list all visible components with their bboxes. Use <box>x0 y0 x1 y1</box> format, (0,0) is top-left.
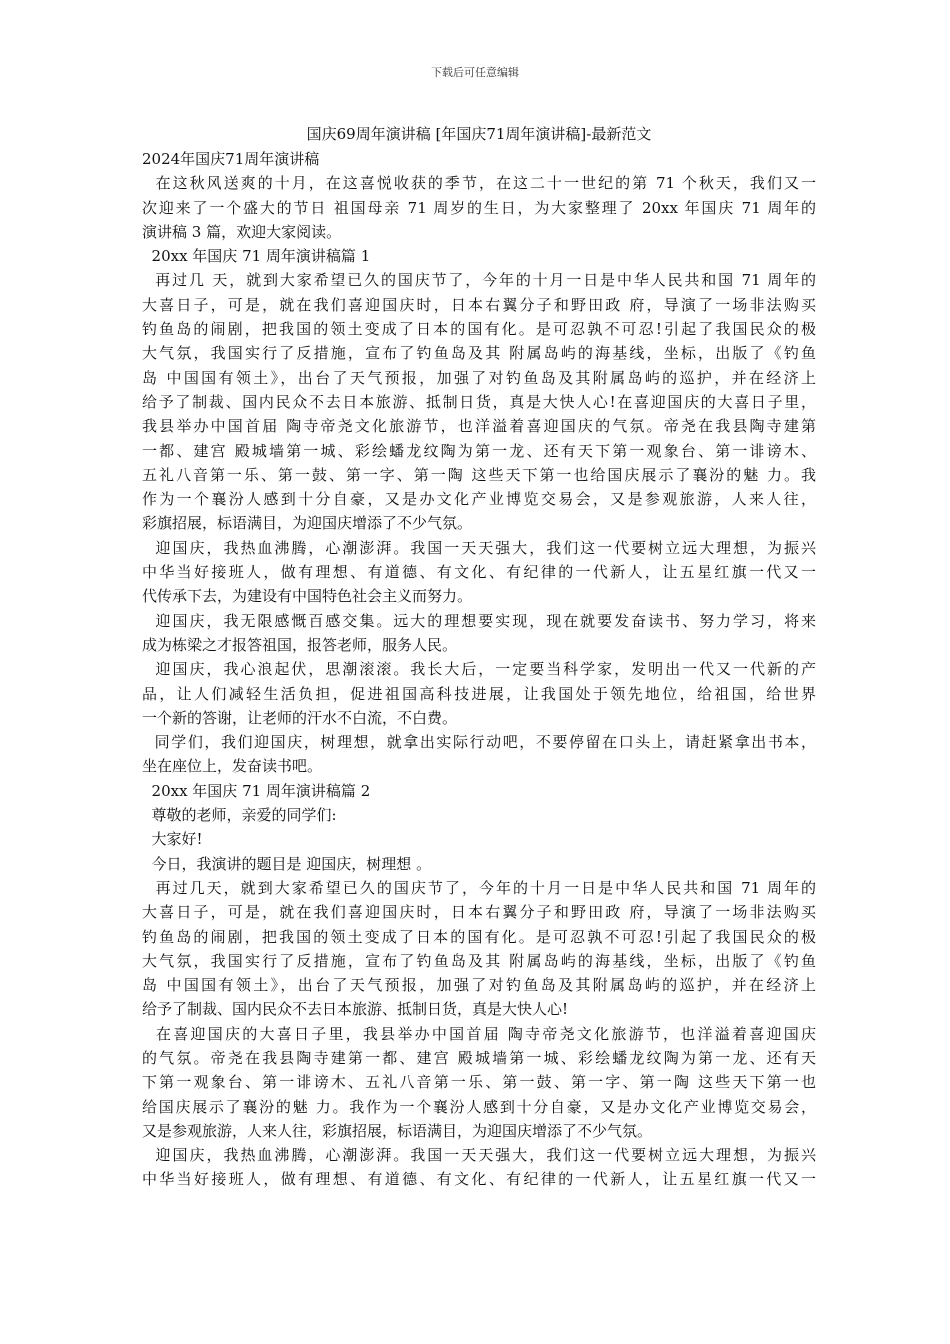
document-body <box>142 122 816 1192</box>
text-line: 的气氛。帝尧在我县陶寺建第一都、建宫 殿城墙第一城、彩绘蟠龙纹陶为第一龙、还有天 <box>142 1048 816 1067</box>
text-line: 迎国庆，我无限感慨百感交集。远大的理想要实现，现在就要发奋读书、努力学习，将来 <box>142 611 816 630</box>
text-line: 成为栋梁之才报答祖国，报答老师，服务人民。 <box>142 635 458 654</box>
text-line: 代传承下去，为建设有中国特色社会主义而努力。 <box>142 587 473 606</box>
text-line: 次迎来了一个盛大的节日 祖国母亲 71 周岁的生日，为大家整理了 20xx 年国庆 71 周年的 <box>142 198 816 217</box>
text-line: 又是参观旅游，人来人往，彩旗招展，标语满目，为迎国庆增添了不少气氛。 <box>142 1121 653 1140</box>
text-line: 作为一个襄汾人感到十分自豪，又是办文化产业博览交易会，又是参观旅游，人来人往， <box>142 490 816 509</box>
text-line: 20xx 年国庆 71 周年演讲稿篇 2 <box>142 781 371 800</box>
text-line: 给予了制裁、国内民众不去日本旅游、抵制日货，真是大快人心! <box>142 1000 569 1019</box>
text-line: 迎国庆，我热血沸腾，心潮澎湃。我国一天天强大，我们这一代要树立远大理想，为振兴 <box>142 538 816 557</box>
text-line: 岛 中国国有领土》，出台了天气预报，加强了对钓鱼岛及其附属岛屿的巡护，并在经济上 <box>142 368 816 387</box>
text-line: 今日，我演讲的题目是 迎国庆，树理想 。 <box>142 854 432 873</box>
text-line: 大喜日子，可是，就在我们喜迎国庆时，日本右翼分子和野田政 府，导演了一场非法购买 <box>142 903 816 922</box>
text-line: 中华当好接班人，做有理想、有道德、有文化、有纪律的一代新人，让五星红旗一代又一 <box>142 563 816 582</box>
text-line: 钓鱼岛的闹剧，把我国的领土变成了日本的国有化。是可忍孰不可忍!引起了我国民众的极 <box>142 927 816 946</box>
text-line: 下第一观象台、第一诽谤木、五礼八音第一乐、第一鼓、第一字、第一陶 这些天下第一也 <box>142 1073 816 1092</box>
text-line: 岛 中国国有领土》，出台了天气预报，加强了对钓鱼岛及其附属岛屿的巡护，并在经济上 <box>142 976 816 995</box>
text-line: 五礼八音第一乐、第一鼓、第一字、第一陶 这些天下第一也给国庆展示了襄汾的魅 力。我 <box>142 465 816 484</box>
text-line: 2024年国庆71周年演讲稿 <box>142 150 320 168</box>
text-line: 在喜迎国庆的大喜日子里，我县举办中国首届 陶寺帝尧文化旅游节，也洋溢着喜迎国庆 <box>142 1024 816 1043</box>
text-line: 再过几 天，就到大家希望已久的国庆节了，今年的十月一日是中华人民共和国 71 周年的 <box>142 271 816 290</box>
text-line: 20xx 年国庆 71 周年演讲稿篇 1 <box>142 247 371 266</box>
text-line: 再过几天，就到大家希望已久的国庆节了，今年的十月一日是中华人民共和国 71 周年的 <box>142 878 816 897</box>
text-line: 同学们，我们迎国庆，树理想，就拿出实际行动吧，不要停留在口头上，请赶紧拿出书本， <box>142 733 816 752</box>
text-line: 中华当好接班人，做有理想、有道德、有文化、有纪律的一代新人，让五星红旗一代又一 <box>142 1170 816 1189</box>
text-line: 大家好! <box>142 830 203 849</box>
text-line: 演讲稿 3 篇，欢迎大家阅读。 <box>142 222 342 241</box>
text-line: 迎国庆，我热血沸腾，心潮澎湃。我国一天天强大，我们这一代要树立远大理想，为振兴 <box>142 1146 816 1165</box>
text-line: 钓鱼岛的闹剧，把我国的领土变成了日本的国有化。是可忍孰不可忍!引起了我国民众的极 <box>142 320 816 339</box>
text-line: 迎国庆，我心浪起伏，思潮滚滚。我长大后，一定要当科学家，发明出一代又一代新的产 <box>142 660 816 679</box>
text-line: 大喜日子，可是，就在我们喜迎国庆时，日本右翼分子和野田政 府，导演了一场非法购买 <box>142 295 816 314</box>
text-line: 大气氛，我国实行了反措施，宣布了钓鱼岛及其 附属岛屿的海基线，坐标，出版了《钓鱼 <box>142 951 816 970</box>
document-text <box>142 147 816 1192</box>
page-header: 下载后可任意编辑 <box>431 66 519 79</box>
text-line: 坐在座位上，发奋读书吧。 <box>142 757 323 776</box>
document-title: 国庆69周年演讲稿 [年国庆71周年演讲稿]-最新范文 <box>306 125 652 143</box>
text-line: 我县举办中国首届 陶寺帝尧文化旅游节，也洋溢着喜迎国庆的气氛。帝尧在我县陶寺建第 <box>142 417 816 436</box>
text-line: 品，让人们减轻生活负担，促进祖国高科技进展，让我国处于领先地位，给祖国，给世界 <box>142 684 816 703</box>
text-line: 尊敬的老师，亲爱的同学们: <box>142 806 337 825</box>
text-line: 在这秋风送爽的十月，在这喜悦收获的季节，在这二十一世纪的第 71 个秋天，我们又一 <box>142 174 816 193</box>
text-line: 彩旗招展，标语满目，为迎国庆增添了不少气氛。 <box>142 514 473 533</box>
text-line: 大气氛，我国实行了反措施，宣布了钓鱼岛及其 附属岛屿的海基线，坐标，出版了《钓鱼 <box>142 344 816 363</box>
text-line: 给国庆展示了襄汾的魅 力。我作为一个襄汾人感到十分自豪，又是办文化产业博览交易会， <box>142 1097 816 1116</box>
text-line: 给予了制裁、国内民众不去日本旅游、抵制日货，真是大快人心!在喜迎国庆的大喜日子里， <box>142 392 816 411</box>
text-line: 一都、建宫 殿城墙第一城、彩绘蟠龙纹陶为第一龙、还有天下第一观象台、第一诽谤木、 <box>142 441 816 460</box>
text-line: 一个新的答谢，让老师的汗水不白流，不白费。 <box>142 708 458 727</box>
